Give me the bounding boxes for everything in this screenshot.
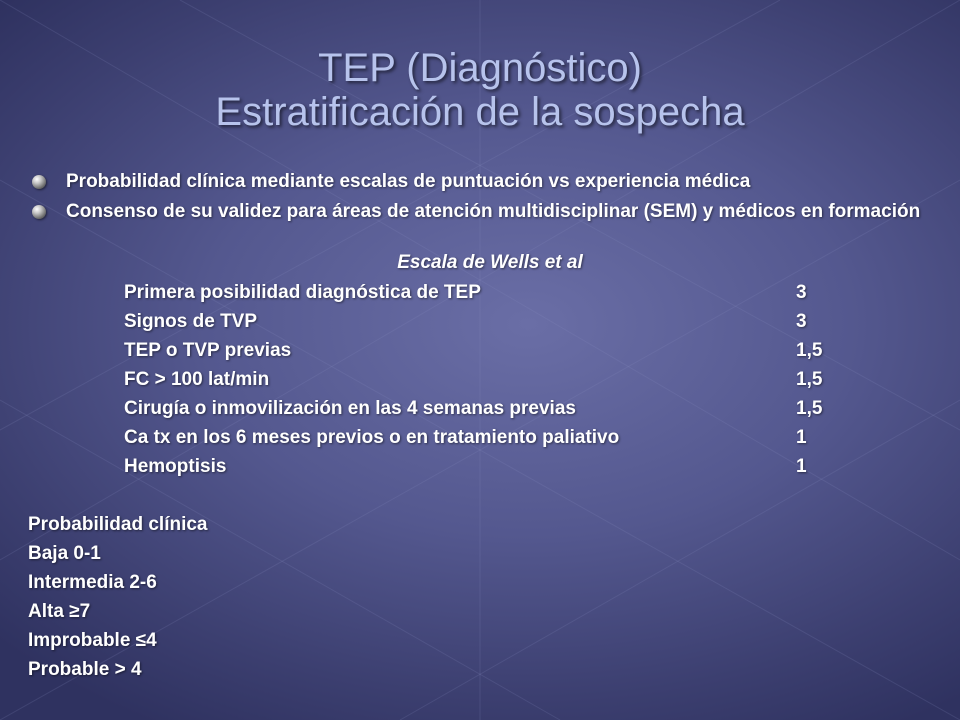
- slide-title: [0, 46, 960, 134]
- criterion-label: Primera posibilidad diagnóstica de TEP: [124, 282, 481, 303]
- criterion-points: 1,5: [796, 369, 823, 390]
- bullet-icon: [32, 175, 46, 189]
- bullet-text: Probabilidad clínica mediante escalas de puntuación vs experiencia médica: [66, 171, 751, 192]
- table-row: [124, 454, 864, 483]
- probability-item: Probable > 4: [28, 659, 142, 680]
- table-row: [124, 425, 864, 454]
- bullet-icon: [32, 205, 46, 219]
- clinical-probability: [28, 510, 208, 684]
- bullet-item: [28, 202, 928, 222]
- criterion-label: FC > 100 lat/min: [124, 369, 270, 390]
- criterion-label: Cirugía o inmovilización en las 4 semanas previas: [124, 398, 576, 419]
- criterion-points: 1,5: [796, 340, 823, 361]
- title-line-1: TEP (Diagnóstico): [318, 46, 642, 90]
- criterion-label: Signos de TVP: [124, 311, 258, 332]
- criterion-points: 3: [796, 282, 807, 303]
- criterion-points: 1: [796, 427, 807, 448]
- probability-item: Improbable ≤4: [28, 630, 157, 651]
- probability-heading: Probabilidad clínica: [28, 514, 208, 535]
- bullet-list: [28, 172, 928, 232]
- table-row: [124, 338, 864, 367]
- table-row: [124, 367, 864, 396]
- criterion-points: 1: [796, 456, 807, 477]
- wells-scale-title: Escala de Wells et al: [397, 252, 583, 273]
- bullet-text: Consenso de su validez para áreas de atención multidisciplinar (SEM) y médicos en formación: [66, 201, 921, 222]
- criterion-label: TEP o TVP previas: [124, 340, 292, 361]
- table-row: [124, 309, 864, 338]
- table-row: [124, 396, 864, 425]
- wells-scale-table: [124, 280, 864, 483]
- table-row: [124, 280, 864, 309]
- criterion-points: 1,5: [796, 398, 823, 419]
- probability-item: Alta ≥7: [28, 601, 91, 622]
- criterion-label: Ca tx en los 6 meses previos o en tratamiento paliativo: [124, 427, 620, 448]
- criterion-points: 3: [796, 311, 807, 332]
- probability-item: Intermedia 2-6: [28, 572, 157, 593]
- probability-item: Baja 0-1: [28, 543, 101, 564]
- criterion-label: Hemoptisis: [124, 456, 227, 477]
- title-line-2: Estratificación de la sospecha: [215, 90, 745, 134]
- bullet-item: [28, 172, 928, 192]
